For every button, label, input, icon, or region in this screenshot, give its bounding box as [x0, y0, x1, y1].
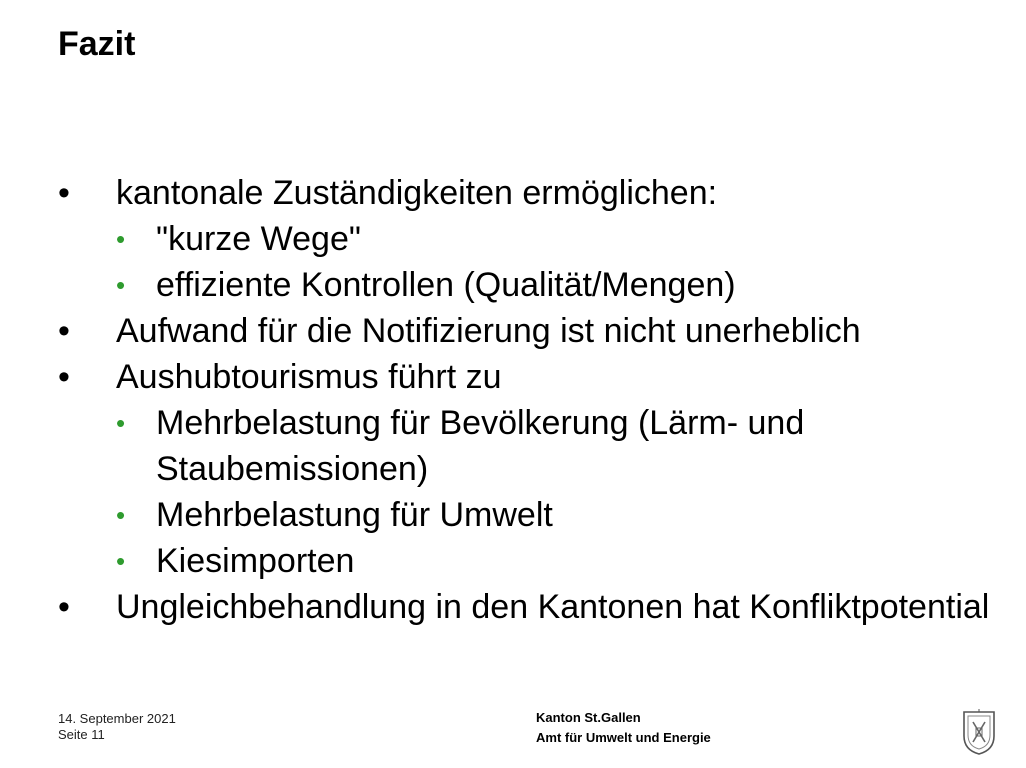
sub-bullet-item [116, 262, 1008, 308]
footer-page-number: Seite 11 [58, 727, 105, 742]
sub-bullet-marker: • [116, 408, 126, 438]
bullet-text: Aushubtourismus führt zu [116, 358, 502, 396]
sub-bullet-text: Kiesimporten [156, 542, 355, 580]
slide-title: Fazit [58, 25, 136, 63]
footer-organization [536, 708, 711, 748]
sub-bullet-item [116, 216, 1008, 262]
bullet-text: kantonale Zuständigkeiten ermöglichen: [116, 174, 718, 212]
bullet-list [58, 170, 1008, 630]
sub-bullet-list [116, 216, 1008, 308]
sub-bullet-text: "kurze Wege" [156, 220, 361, 258]
bullet-text: Aufwand für die Notifizierung ist nicht unerheblich [116, 312, 861, 350]
sub-bullet-text: Mehrbelastung für Bevölkerung (Lärm- und Staubemissionen) [156, 404, 805, 488]
footer-date: 14. September 2021 [58, 711, 176, 726]
sub-bullet-marker: • [116, 224, 126, 254]
bullet-item [58, 584, 1008, 630]
sub-bullet-list [116, 400, 1008, 584]
sub-bullet-marker: • [116, 500, 126, 530]
footer-org-canton: Kanton St.Gallen [536, 710, 641, 725]
bullet-marker: • [58, 588, 70, 626]
bullet-item [58, 308, 1008, 354]
sub-bullet-marker: • [116, 546, 126, 576]
bullet-marker: • [58, 174, 70, 212]
footer-org-department: Amt für Umwelt und Energie [536, 730, 711, 745]
sub-bullet-marker: • [116, 270, 126, 300]
bullet-marker: • [58, 358, 70, 396]
bullet-item [58, 170, 1008, 308]
sub-bullet-item [116, 400, 1008, 492]
bullet-marker: • [58, 312, 70, 350]
sub-bullet-item [116, 538, 1008, 584]
sub-bullet-item [116, 492, 1008, 538]
sub-bullet-text: Mehrbelastung für Umwelt [156, 496, 553, 534]
bullet-text: Ungleichbehandlung in den Kantonen hat Konfliktpotential [116, 588, 990, 626]
footer-date-page [58, 711, 176, 743]
sub-bullet-text: effiziente Kontrollen (Qualität/Mengen) [156, 266, 736, 304]
bullet-item [58, 354, 1008, 584]
canton-st-gallen-coat-of-arms-icon [960, 708, 998, 756]
